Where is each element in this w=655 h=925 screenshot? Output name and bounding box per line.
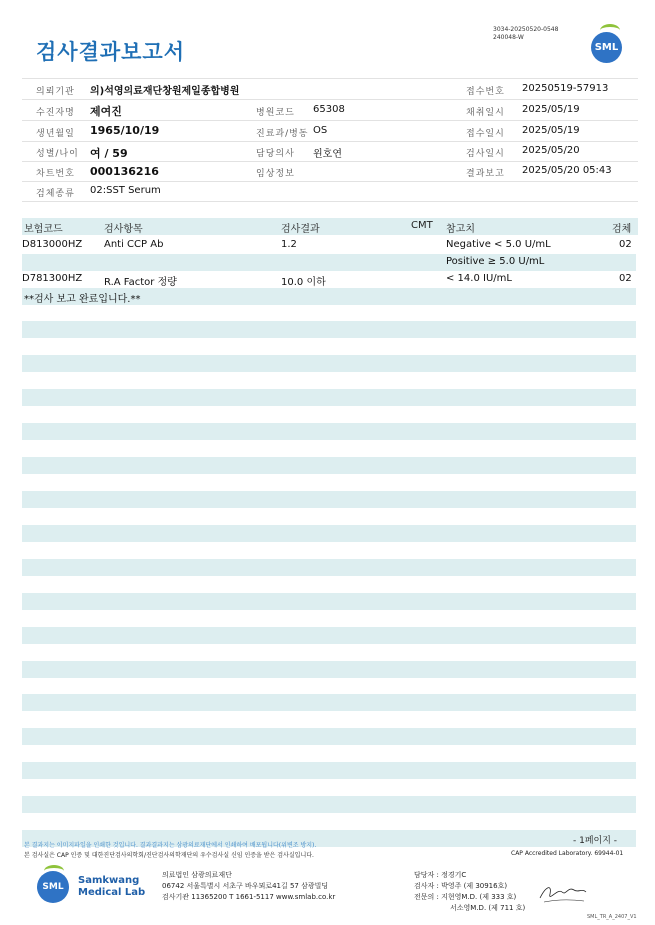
- table-stripe: [22, 321, 636, 338]
- requesting-institution: 의)석영의료재단창원제일종합병원: [90, 86, 240, 97]
- test-date: 2025/05/20: [522, 145, 580, 156]
- table-stripe: [22, 355, 636, 372]
- row1-item: Anti CCP Ab: [104, 239, 164, 250]
- table-stripe: [22, 491, 636, 508]
- footer-brand: Samkwang Medical Lab: [78, 875, 146, 898]
- form-number: SML_TR_A_2407_V1: [587, 914, 637, 920]
- header-result: 검사결과: [281, 224, 320, 235]
- table-stripe: [22, 525, 636, 542]
- sex-age: 여 / 59: [90, 147, 128, 160]
- table-stripe: [22, 661, 636, 678]
- receipt-number: 20250519-57913: [522, 83, 609, 94]
- table-stripe: [22, 796, 636, 813]
- label-collection-date: 채취일시: [466, 108, 505, 118]
- collection-date: 2025/05/19: [522, 104, 580, 115]
- cap-accreditation: CAP Accredited Laboratory. 69944-01: [511, 850, 624, 857]
- footer-address: 의료법인 삼광의료재단 06742 서울특별시 서초구 바우뫼로41길 57 삼광빌딩 검사기관 11365200 T 1661-5117 www.smlab.co.kr: [162, 871, 336, 901]
- table-stripe: [22, 694, 636, 711]
- chart-number: 000136216: [90, 165, 159, 178]
- label-receipt-date: 접수일시: [466, 129, 505, 139]
- label-report-date: 결과보고: [466, 169, 505, 179]
- document-id: 3034-20250520-0548 240048-W: [493, 26, 559, 41]
- label-patient-name: 수진자명: [36, 108, 75, 118]
- table-stripe: [22, 389, 636, 406]
- specimen-type: 02:SST Serum: [90, 185, 161, 196]
- row2-item: R.A Factor 정량: [104, 277, 177, 288]
- header-reference: 참고치: [446, 224, 475, 235]
- physician: 윈호연: [313, 149, 342, 160]
- signature-icon: [538, 880, 588, 908]
- label-receipt-number: 접수번호: [466, 87, 505, 97]
- label-birth-date: 생년월일: [36, 129, 75, 139]
- row2-code: D781300HZ: [22, 273, 83, 284]
- row1-specimen: 02: [619, 239, 632, 250]
- label-specimen-type: 검체종류: [36, 189, 75, 199]
- label-sex-age: 성별/나이: [36, 149, 79, 159]
- table-stripe: [22, 423, 636, 440]
- image-notice: 본 결과지는 이미지파일을 인쇄한 것입니다. 결과결과지는 삼광의료재단에서 인쇄하여 배포됩니다(위변조 방지).: [24, 842, 317, 849]
- hospital-code: 65308: [313, 104, 345, 115]
- footer-staff: 담당자 : 정경기C 검사자 : 박영주 (제 30916호) 전문의 : 지현영M.D. (제 333 호) 서소영M.D. (제 711 호): [414, 871, 526, 912]
- table-stripe: [22, 762, 636, 779]
- row2-reference: < 14.0 IU/mL: [446, 273, 512, 284]
- page-number: - 1페이지 -: [573, 836, 618, 846]
- row2-result: 10.0 이하: [281, 277, 326, 288]
- label-clinical-info: 임상정보: [256, 169, 295, 179]
- report-title: 검사결과보고서: [36, 40, 186, 64]
- table-stripe: [22, 627, 636, 644]
- report-complete-note: **검사 보고 완료입니다.**: [24, 294, 141, 305]
- header-cmt: CMT: [411, 220, 433, 231]
- sml-logo: SML: [591, 32, 622, 63]
- divider: [22, 181, 638, 182]
- label-test-date: 검사일시: [466, 149, 505, 159]
- row1-result: 1.2: [281, 239, 297, 250]
- label-chart-number: 차트번호: [36, 169, 75, 179]
- divider: [22, 78, 638, 79]
- certification-notice: 본 검사실은 CAP 인증 및 대한진단검사의학회/진단검사의학재단의 우수검사실 신임 인증을 받은 검사실입니다.: [24, 852, 314, 859]
- receipt-date: 2025/05/19: [522, 125, 580, 136]
- label-department: 진료과/병동: [256, 129, 309, 139]
- header-insurance-code: 보험코드: [24, 224, 63, 235]
- divider: [22, 161, 638, 162]
- department: OS: [313, 125, 328, 136]
- label-hospital-code: 병원코드: [256, 108, 295, 118]
- header-specimen: 검체: [612, 224, 632, 235]
- table-stripe: [22, 457, 636, 474]
- patient-name: 제여진: [90, 105, 122, 118]
- divider: [22, 201, 638, 202]
- table-stripe: [22, 559, 636, 576]
- divider: [22, 99, 638, 100]
- divider: [22, 120, 638, 121]
- label-requesting-institution: 의뢰기관: [36, 87, 75, 97]
- row1-code: D813000HZ: [22, 239, 83, 250]
- header-test-item: 검사항목: [104, 224, 143, 235]
- footer-sml-logo: SML: [37, 871, 69, 903]
- birth-date: 1965/10/19: [90, 124, 160, 137]
- row1-reference-2: Positive ≥ 5.0 U/mL: [446, 256, 545, 267]
- row2-specimen: 02: [619, 273, 632, 284]
- report-date: 2025/05/20 05:43: [522, 165, 612, 176]
- row1-reference: Negative < 5.0 U/mL: [446, 239, 551, 250]
- table-stripe: [22, 728, 636, 745]
- table-stripe: [22, 593, 636, 610]
- label-physician: 담당의사: [256, 149, 295, 159]
- divider: [22, 141, 638, 142]
